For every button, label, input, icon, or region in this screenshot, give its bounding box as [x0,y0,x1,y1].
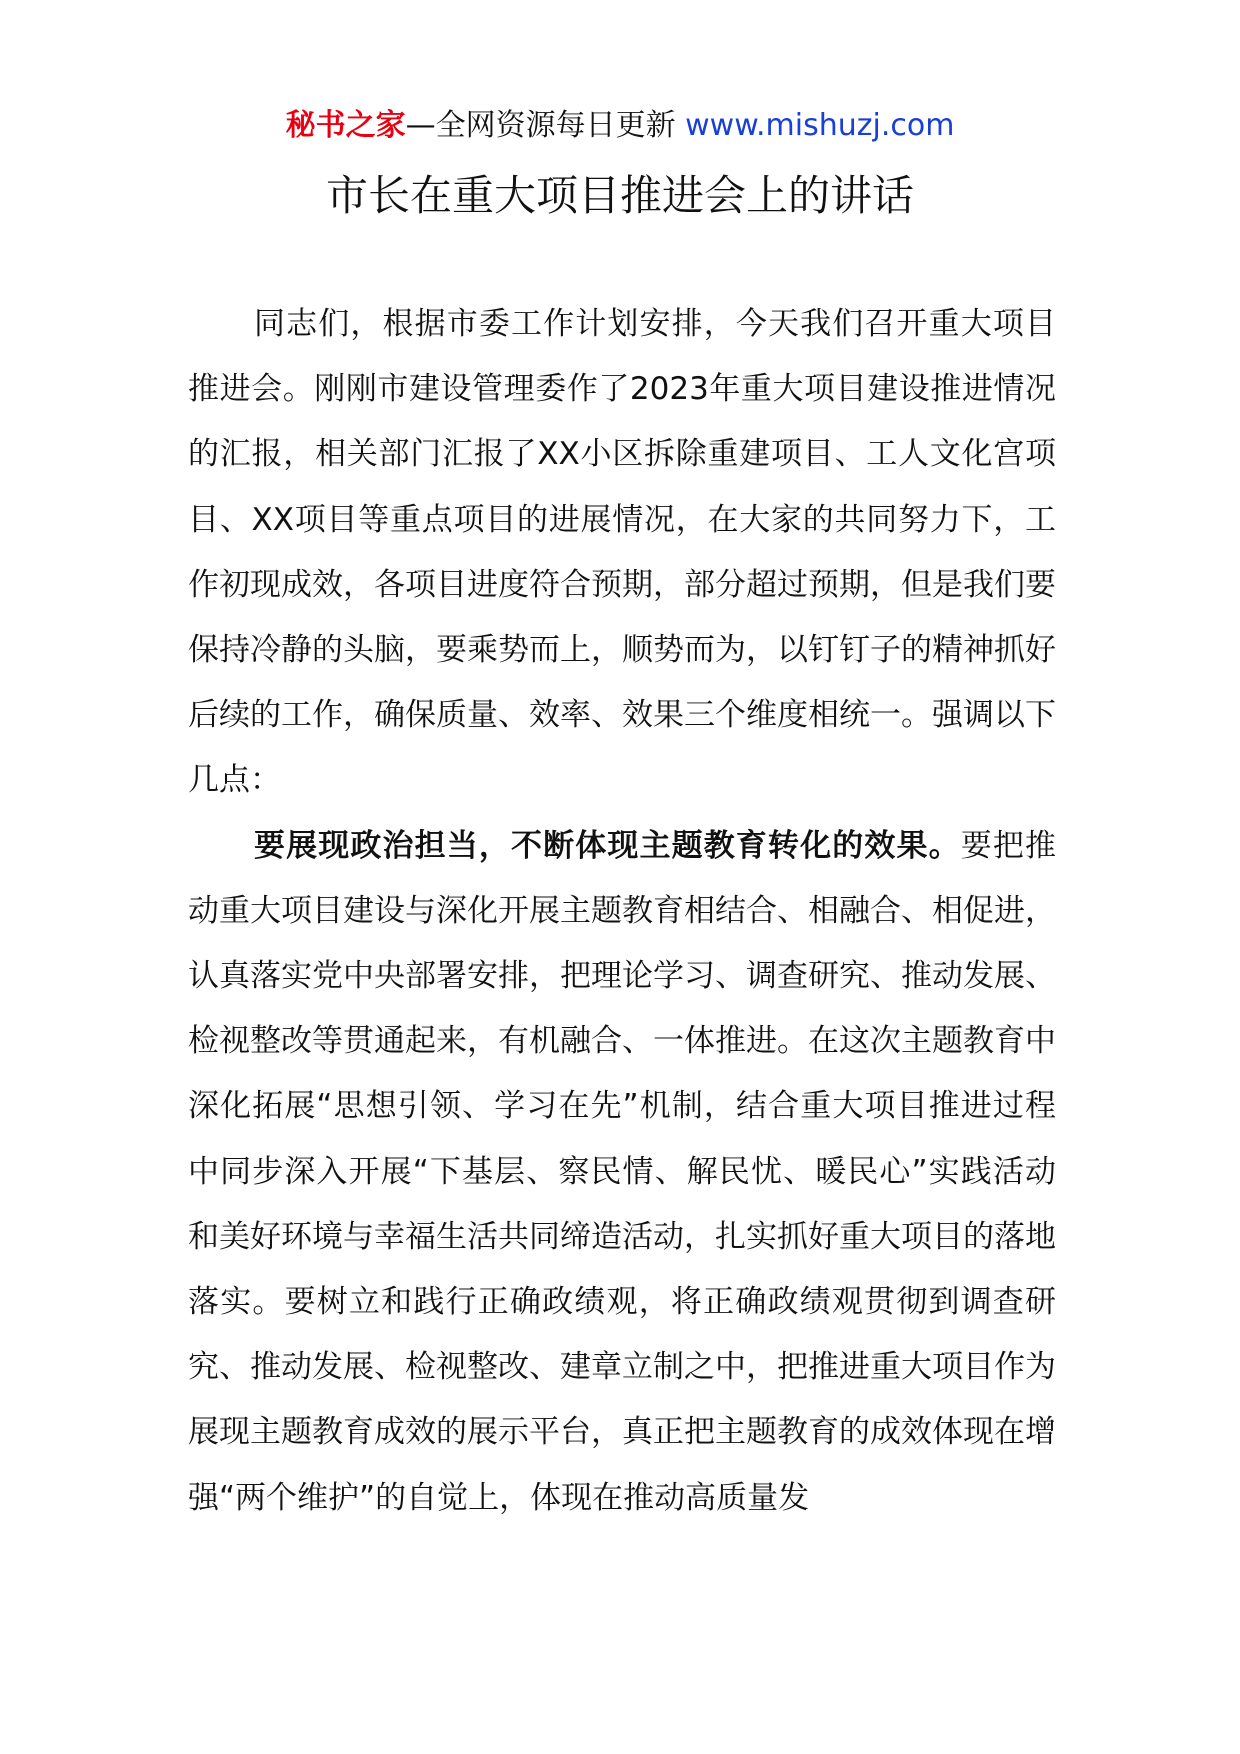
paragraph-intro-text: 同志们，根据市委工作计划安排，今天我们召开重大项目推进会。刚刚市建设管理委作了2023年重大项目建设推进情况的汇报，相关部门汇报了XX小区拆除重建项目、工人文化宫项目、XX项目等重点项目的进展情况，在大家的共同努力下，工作初现成效，各项目进度符合预期，部分超过预期，但是我们要保持冷静的头脑，要乘势而上，顺势而为，以钉钉子的精神抓好后续的工作，确保质量、效率、效果三个维度相统一。强调以下几点： [188,306,1056,799]
site-tagline: —全网资源每日更新 [405,108,676,143]
paragraph-political-responsibility [188,814,1056,1531]
document-title: 市长在重大项目推进会上的讲话 [325,171,914,220]
site-brand: 秘书之家 [285,108,406,143]
paragraph-intro [188,292,1056,814]
paragraph-heading: 要展现政治担当，不断体现主题教育转化的效果。 [254,827,961,864]
site-url-link[interactable]: www.mishuzj.com [685,108,955,143]
site-header [0,104,1240,148]
paragraph-text: 要把推动重大项目建设与深化开展主题教育相结合、相融合、相促进，认真落实党中央部署安排，把理论学习、调查研究、推动发展、检视整改等贯通起来，有机融合、一体推进。在这次主题教育中深化拓展“思想引领、学习在先”机制，结合重大项目推进过程中同步深入开展“下基层、察民情、解民忧、暖民心”实践活动和美好环境与幸福生活共同缔造活动，扎实抓好重大项目的落地落实。要树立和践行正确政绩观，将正确政绩观贯彻到调查研究、推动发展、检视整改、建章立制之中，把推进重大项目作为展现主题教育成效的展示平台，真正把主题教育的成效体现在增强“两个维护”的自觉上，体现在推动高质量发 [188,827,1056,1516]
document-body [188,292,1056,1531]
